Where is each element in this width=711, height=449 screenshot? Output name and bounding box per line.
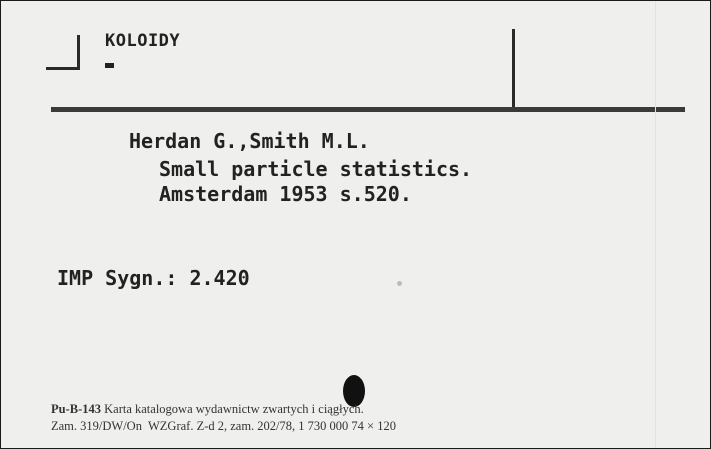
footer-form-title: Karta katalogowa wydawnictw zwartych i ciągłych. <box>104 402 364 416</box>
footer-form-code: Pu-B-143 <box>51 402 101 416</box>
call-number <box>57 266 250 290</box>
paper-speck <box>397 281 402 286</box>
corner-mark-vertical <box>77 35 80 69</box>
card-fold-line <box>655 1 656 448</box>
author-line: Herdan G.,Smith M.L. <box>129 129 370 153</box>
vertical-rule <box>512 29 515 107</box>
subject-dash <box>105 63 114 68</box>
title-line: Small particle statistics. <box>159 157 473 181</box>
subject-heading: KOLOIDY <box>105 31 181 51</box>
footer-line-1 <box>51 402 364 417</box>
corner-mark-horizontal <box>46 67 80 70</box>
imprint-line: Amsterdam 1953 s.520. <box>159 182 412 206</box>
footer-line-2: Zam. 319/DW/On WZGraf. Z-d 2, zam. 202/78, 1 730 000 74 × 120 <box>51 419 396 433</box>
horizontal-rule <box>51 107 685 112</box>
call-number-value: 2.420 <box>189 266 250 290</box>
call-number-label: IMP Sygn.: <box>57 266 178 290</box>
